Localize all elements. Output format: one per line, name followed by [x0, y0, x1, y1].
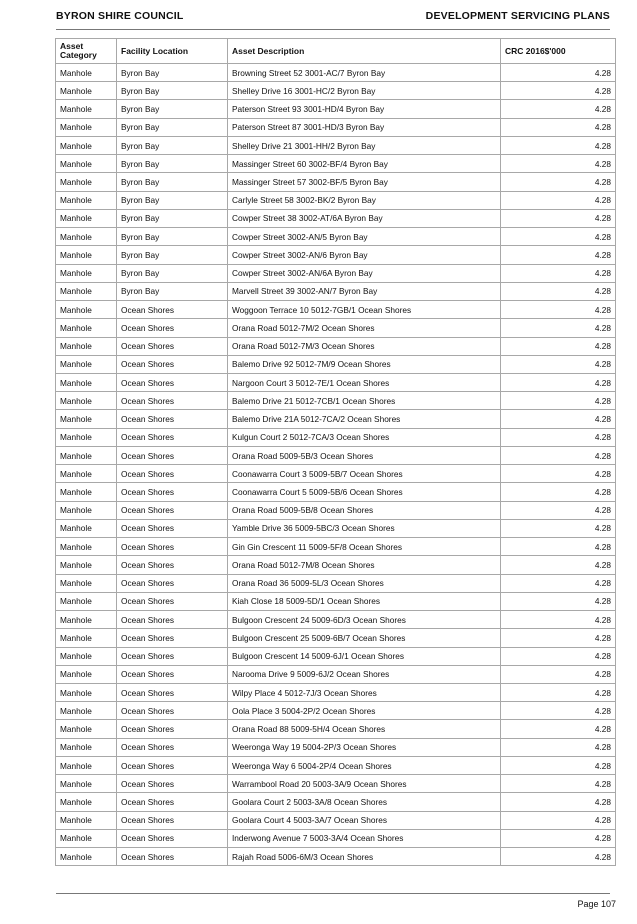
asset-description-cell: Narooma Drive 9 5009-6J/2 Ocean Shores [228, 665, 501, 683]
asset-category-cell: Manhole [56, 64, 117, 82]
table-row [56, 173, 616, 191]
column-header-facility-location: Facility Location [117, 39, 228, 64]
asset-description-cell: Orana Road 5009-5B/3 Ocean Shores [228, 446, 501, 464]
asset-category-cell: Manhole [56, 629, 117, 647]
asset-description-cell: Balemo Drive 21 5012-7CB/1 Ocean Shores [228, 392, 501, 410]
crc-value-cell: 4.28 [501, 519, 616, 537]
asset-category-cell: Manhole [56, 392, 117, 410]
table-row [56, 629, 616, 647]
asset-description-cell: Shelley Drive 21 3001-HH/2 Byron Bay [228, 136, 501, 154]
asset-description-cell: Cowper Street 3002-AN/6A Byron Bay [228, 264, 501, 282]
table-row [56, 136, 616, 154]
asset-description-cell: Shelley Drive 16 3001-HC/2 Byron Bay [228, 82, 501, 100]
asset-category-cell: Manhole [56, 209, 117, 227]
asset-description-cell: Oola Place 3 5004-2P/2 Ocean Shores [228, 702, 501, 720]
crc-value-cell: 4.28 [501, 118, 616, 136]
asset-category-cell: Manhole [56, 446, 117, 464]
facility-location-cell: Byron Bay [117, 173, 228, 191]
crc-value-cell: 4.28 [501, 246, 616, 264]
asset-category-cell: Manhole [56, 538, 117, 556]
crc-value-cell: 4.28 [501, 428, 616, 446]
asset-description-cell: Woggoon Terrace 10 5012-7GB/1 Ocean Shores [228, 301, 501, 319]
table-row [56, 647, 616, 665]
table-row [56, 556, 616, 574]
facility-location-cell: Ocean Shores [117, 647, 228, 665]
asset-category-cell: Manhole [56, 410, 117, 428]
asset-category-cell: Manhole [56, 556, 117, 574]
asset-category-cell: Manhole [56, 319, 117, 337]
facility-location-cell: Ocean Shores [117, 574, 228, 592]
facility-location-cell: Ocean Shores [117, 538, 228, 556]
facility-location-cell: Ocean Shores [117, 465, 228, 483]
asset-description-cell: Balemo Drive 92 5012-7M/9 Ocean Shores [228, 355, 501, 373]
table-row [56, 848, 616, 866]
facility-location-cell: Ocean Shores [117, 410, 228, 428]
asset-category-cell: Manhole [56, 373, 117, 391]
facility-location-cell: Byron Bay [117, 282, 228, 300]
table-row [56, 702, 616, 720]
asset-description-cell: Cowper Street 3002-AN/6 Byron Bay [228, 246, 501, 264]
crc-value-cell: 4.28 [501, 465, 616, 483]
asset-description-cell: Warrambool Road 20 5003-3A/9 Ocean Shores [228, 775, 501, 793]
asset-category-cell: Manhole [56, 191, 117, 209]
facility-location-cell: Ocean Shores [117, 629, 228, 647]
crc-value-cell: 4.28 [501, 811, 616, 829]
document-title: DEVELOPMENT SERVICING PLANS [425, 10, 610, 22]
table-row [56, 446, 616, 464]
asset-category-cell: Manhole [56, 337, 117, 355]
table-row [56, 410, 616, 428]
asset-category-cell: Manhole [56, 100, 117, 118]
table-row [56, 483, 616, 501]
asset-description-cell: Marvell Street 39 3002-AN/7 Byron Bay [228, 282, 501, 300]
asset-description-cell: Coonawarra Court 3 5009-5B/7 Ocean Shores [228, 465, 501, 483]
asset-description-cell: Yamble Drive 36 5009-5BC/3 Ocean Shores [228, 519, 501, 537]
crc-value-cell: 4.28 [501, 629, 616, 647]
asset-description-cell: Balemo Drive 21A 5012-7CA/2 Ocean Shores [228, 410, 501, 428]
table-row [56, 82, 616, 100]
crc-value-cell: 4.28 [501, 355, 616, 373]
facility-location-cell: Byron Bay [117, 246, 228, 264]
page-header [56, 9, 610, 30]
facility-location-cell: Ocean Shores [117, 683, 228, 701]
asset-description-cell: Paterson Street 87 3001-HD/3 Byron Bay [228, 118, 501, 136]
column-header-asset-description: Asset Description [228, 39, 501, 64]
council-name: BYRON SHIRE COUNCIL [56, 10, 184, 22]
facility-location-cell: Byron Bay [117, 118, 228, 136]
asset-description-cell: Nargoon Court 3 5012-7E/1 Ocean Shores [228, 373, 501, 391]
asset-description-cell: Bulgoon Crescent 14 5009-6J/1 Ocean Shores [228, 647, 501, 665]
facility-location-cell: Ocean Shores [117, 355, 228, 373]
table-row [56, 665, 616, 683]
crc-value-cell: 4.28 [501, 647, 616, 665]
asset-category-cell: Manhole [56, 848, 117, 866]
crc-value-cell: 4.28 [501, 392, 616, 410]
asset-category-cell: Manhole [56, 246, 117, 264]
crc-value-cell: 4.28 [501, 756, 616, 774]
crc-value-cell: 4.28 [501, 136, 616, 154]
table-row [56, 793, 616, 811]
crc-value-cell: 4.28 [501, 446, 616, 464]
asset-category-cell: Manhole [56, 793, 117, 811]
facility-location-cell: Byron Bay [117, 136, 228, 154]
asset-category-cell: Manhole [56, 592, 117, 610]
table-row [56, 775, 616, 793]
crc-value-cell: 4.28 [501, 264, 616, 282]
facility-location-cell: Byron Bay [117, 264, 228, 282]
asset-description-cell: Inderwong Avenue 7 5003-3A/4 Ocean Shores [228, 829, 501, 847]
table-row [56, 155, 616, 173]
footer-divider [56, 893, 610, 894]
asset-category-cell: Manhole [56, 611, 117, 629]
facility-location-cell: Byron Bay [117, 82, 228, 100]
crc-value-cell: 4.28 [501, 173, 616, 191]
facility-location-cell: Ocean Shores [117, 720, 228, 738]
crc-value-cell: 4.28 [501, 538, 616, 556]
table-row [56, 574, 616, 592]
facility-location-cell: Byron Bay [117, 100, 228, 118]
page-number: Page 107 [577, 899, 616, 909]
table-row [56, 720, 616, 738]
asset-category-cell: Manhole [56, 683, 117, 701]
asset-category-cell: Manhole [56, 118, 117, 136]
crc-value-cell: 4.28 [501, 191, 616, 209]
facility-location-cell: Ocean Shores [117, 665, 228, 683]
table-header-row [56, 39, 616, 64]
asset-category-cell: Manhole [56, 465, 117, 483]
crc-value-cell: 4.28 [501, 775, 616, 793]
facility-location-cell: Ocean Shores [117, 319, 228, 337]
table-row [56, 282, 616, 300]
table-row [56, 501, 616, 519]
column-header-asset-category: Asset Category [56, 39, 117, 64]
crc-value-cell: 4.28 [501, 82, 616, 100]
asset-category-cell: Manhole [56, 647, 117, 665]
asset-description-cell: Bulgoon Crescent 24 5009-6D/3 Ocean Shores [228, 611, 501, 629]
asset-category-cell: Manhole [56, 501, 117, 519]
table-row [56, 301, 616, 319]
table-row [56, 209, 616, 227]
column-header-crc: CRC 2016$'000 [501, 39, 616, 64]
crc-value-cell: 4.28 [501, 337, 616, 355]
crc-value-cell: 4.28 [501, 665, 616, 683]
asset-description-cell: Orana Road 5012-7M/3 Ocean Shores [228, 337, 501, 355]
facility-location-cell: Ocean Shores [117, 428, 228, 446]
crc-value-cell: 4.28 [501, 702, 616, 720]
asset-description-cell: Weeronga Way 19 5004-2P/3 Ocean Shores [228, 738, 501, 756]
asset-category-cell: Manhole [56, 720, 117, 738]
crc-value-cell: 4.28 [501, 209, 616, 227]
asset-category-cell: Manhole [56, 702, 117, 720]
table-row [56, 373, 616, 391]
table-row [56, 264, 616, 282]
asset-description-cell: Gin Gin Crescent 11 5009-5F/8 Ocean Shores [228, 538, 501, 556]
crc-value-cell: 4.28 [501, 228, 616, 246]
table-row [56, 611, 616, 629]
asset-table [55, 38, 616, 866]
crc-value-cell: 4.28 [501, 483, 616, 501]
crc-value-cell: 4.28 [501, 556, 616, 574]
asset-category-cell: Manhole [56, 756, 117, 774]
table-row [56, 118, 616, 136]
asset-description-cell: Goolara Court 2 5003-3A/8 Ocean Shores [228, 793, 501, 811]
crc-value-cell: 4.28 [501, 611, 616, 629]
asset-category-cell: Manhole [56, 173, 117, 191]
facility-location-cell: Byron Bay [117, 191, 228, 209]
asset-description-cell: Kulgun Court 2 5012-7CA/3 Ocean Shores [228, 428, 501, 446]
facility-location-cell: Ocean Shores [117, 611, 228, 629]
facility-location-cell: Ocean Shores [117, 556, 228, 574]
crc-value-cell: 4.28 [501, 155, 616, 173]
facility-location-cell: Ocean Shores [117, 301, 228, 319]
facility-location-cell: Ocean Shores [117, 592, 228, 610]
crc-value-cell: 4.28 [501, 683, 616, 701]
crc-value-cell: 4.28 [501, 410, 616, 428]
facility-location-cell: Ocean Shores [117, 793, 228, 811]
asset-category-cell: Manhole [56, 228, 117, 246]
facility-location-cell: Byron Bay [117, 228, 228, 246]
asset-description-cell: Rajah Road 5006-6M/3 Ocean Shores [228, 848, 501, 866]
facility-location-cell: Ocean Shores [117, 829, 228, 847]
crc-value-cell: 4.28 [501, 848, 616, 866]
asset-description-cell: Orana Road 36 5009-5L/3 Ocean Shores [228, 574, 501, 592]
crc-value-cell: 4.28 [501, 829, 616, 847]
asset-category-cell: Manhole [56, 428, 117, 446]
table-row [56, 756, 616, 774]
crc-value-cell: 4.28 [501, 373, 616, 391]
asset-description-cell: Carlyle Street 58 3002-BK/2 Byron Bay [228, 191, 501, 209]
table-row [56, 355, 616, 373]
table-body [56, 64, 616, 866]
table-row [56, 592, 616, 610]
asset-description-cell: Paterson Street 93 3001-HD/4 Byron Bay [228, 100, 501, 118]
asset-category-cell: Manhole [56, 355, 117, 373]
table-row [56, 465, 616, 483]
crc-value-cell: 4.28 [501, 301, 616, 319]
asset-description-cell: Kiah Close 18 5009-5D/1 Ocean Shores [228, 592, 501, 610]
asset-category-cell: Manhole [56, 811, 117, 829]
crc-value-cell: 4.28 [501, 720, 616, 738]
facility-location-cell: Ocean Shores [117, 337, 228, 355]
asset-description-cell: Orana Road 88 5009-5H/4 Ocean Shores [228, 720, 501, 738]
crc-value-cell: 4.28 [501, 592, 616, 610]
facility-location-cell: Byron Bay [117, 64, 228, 82]
table-row [56, 228, 616, 246]
table-row [56, 64, 616, 82]
asset-category-cell: Manhole [56, 738, 117, 756]
facility-location-cell: Ocean Shores [117, 446, 228, 464]
facility-location-cell: Byron Bay [117, 209, 228, 227]
facility-location-cell: Ocean Shores [117, 392, 228, 410]
asset-category-cell: Manhole [56, 775, 117, 793]
asset-description-cell: Coonawarra Court 5 5009-5B/6 Ocean Shores [228, 483, 501, 501]
asset-category-cell: Manhole [56, 574, 117, 592]
asset-description-cell: Goolara Court 4 5003-3A/7 Ocean Shores [228, 811, 501, 829]
facility-location-cell: Byron Bay [117, 155, 228, 173]
table-row [56, 538, 616, 556]
asset-category-cell: Manhole [56, 483, 117, 501]
asset-category-cell: Manhole [56, 301, 117, 319]
asset-category-cell: Manhole [56, 136, 117, 154]
facility-location-cell: Ocean Shores [117, 811, 228, 829]
facility-location-cell: Ocean Shores [117, 483, 228, 501]
table-row [56, 246, 616, 264]
crc-value-cell: 4.28 [501, 282, 616, 300]
asset-description-cell: Orana Road 5009-5B/8 Ocean Shores [228, 501, 501, 519]
crc-value-cell: 4.28 [501, 501, 616, 519]
asset-category-cell: Manhole [56, 665, 117, 683]
asset-category-cell: Manhole [56, 282, 117, 300]
crc-value-cell: 4.28 [501, 793, 616, 811]
facility-location-cell: Ocean Shores [117, 501, 228, 519]
asset-description-cell: Massinger Street 57 3002-BF/5 Byron Bay [228, 173, 501, 191]
asset-description-cell: Bulgoon Crescent 25 5009-6B/7 Ocean Shores [228, 629, 501, 647]
facility-location-cell: Ocean Shores [117, 848, 228, 866]
facility-location-cell: Ocean Shores [117, 519, 228, 537]
asset-description-cell: Weeronga Way 6 5004-2P/4 Ocean Shores [228, 756, 501, 774]
facility-location-cell: Ocean Shores [117, 775, 228, 793]
crc-value-cell: 4.28 [501, 574, 616, 592]
facility-location-cell: Ocean Shores [117, 373, 228, 391]
facility-location-cell: Ocean Shores [117, 738, 228, 756]
asset-description-cell: Orana Road 5012-7M/8 Ocean Shores [228, 556, 501, 574]
asset-category-cell: Manhole [56, 829, 117, 847]
table-row [56, 100, 616, 118]
table-row [56, 683, 616, 701]
table-row [56, 811, 616, 829]
asset-description-cell: Browning Street 52 3001-AC/7 Byron Bay [228, 64, 501, 82]
crc-value-cell: 4.28 [501, 319, 616, 337]
asset-description-cell: Wilpy Place 4 5012-7J/3 Ocean Shores [228, 683, 501, 701]
table-row [56, 519, 616, 537]
table-row [56, 829, 616, 847]
asset-category-cell: Manhole [56, 264, 117, 282]
asset-category-cell: Manhole [56, 519, 117, 537]
asset-description-cell: Cowper Street 3002-AN/5 Byron Bay [228, 228, 501, 246]
asset-description-cell: Massinger Street 60 3002-BF/4 Byron Bay [228, 155, 501, 173]
crc-value-cell: 4.28 [501, 64, 616, 82]
asset-category-cell: Manhole [56, 82, 117, 100]
table-row [56, 319, 616, 337]
table-row [56, 738, 616, 756]
facility-location-cell: Ocean Shores [117, 756, 228, 774]
table-row [56, 337, 616, 355]
asset-description-cell: Orana Road 5012-7M/2 Ocean Shores [228, 319, 501, 337]
asset-category-cell: Manhole [56, 155, 117, 173]
crc-value-cell: 4.28 [501, 100, 616, 118]
table-row [56, 392, 616, 410]
crc-value-cell: 4.28 [501, 738, 616, 756]
asset-description-cell: Cowper Street 38 3002-AT/6A Byron Bay [228, 209, 501, 227]
table-row [56, 428, 616, 446]
facility-location-cell: Ocean Shores [117, 702, 228, 720]
table-row [56, 191, 616, 209]
